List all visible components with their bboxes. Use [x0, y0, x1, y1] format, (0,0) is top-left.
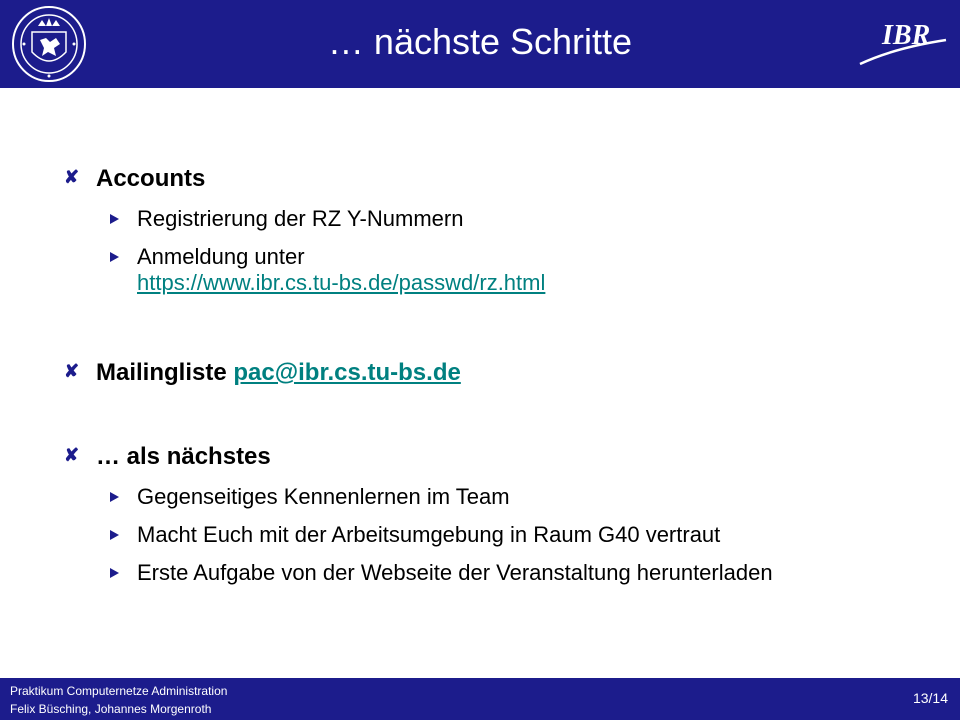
- footer-course: Praktikum Computernetze Administration: [10, 684, 228, 698]
- x-bullet-icon: ✘: [64, 361, 80, 381]
- section-accounts: [60, 164, 545, 296]
- footer-bar: [0, 678, 960, 720]
- triangle-bullet-icon: [110, 492, 119, 502]
- mailinglist-link[interactable]: pac@ibr.cs.tu-bs.de: [233, 359, 461, 386]
- ibr-logo-text: IBR: [882, 20, 931, 51]
- list-item-text: Anmeldung unter: [137, 244, 305, 269]
- section-heading: [60, 164, 545, 194]
- section-heading-text: Mailingliste: [96, 359, 227, 386]
- ibr-logo-icon: [854, 14, 950, 70]
- slide-content: [0, 88, 960, 678]
- section-heading-text: … als nächstes: [96, 443, 271, 470]
- list-item: [60, 484, 773, 510]
- list-item-text: Gegenseitiges Kennenlernen im Team: [137, 484, 510, 509]
- passwd-link[interactable]: https://www.ibr.cs.tu-bs.de/passwd/rz.html: [137, 270, 546, 295]
- sub-list: [60, 206, 545, 296]
- section-als-naechstes: [60, 442, 773, 586]
- header-bar: [0, 0, 960, 88]
- list-item-text: Macht Euch mit der Arbeitsumgebung in Raum G40 vertraut: [137, 522, 721, 547]
- section-mailingliste: [60, 358, 461, 388]
- sub-list: [60, 484, 773, 586]
- section-heading: [60, 358, 461, 388]
- list-item: [60, 560, 773, 586]
- footer-authors: Felix Büsching, Johannes Morgenroth: [10, 702, 212, 716]
- list-item-text: Erste Aufgabe von der Webseite der Veranstaltung herunterladen: [137, 560, 773, 585]
- section-heading-text: Accounts: [96, 165, 206, 192]
- triangle-bullet-icon: [110, 214, 119, 224]
- slide-title: … nächste Schritte: [327, 21, 633, 62]
- section-heading: [60, 442, 773, 472]
- x-bullet-icon: ✘: [64, 167, 80, 187]
- page-number: 13/14: [912, 690, 948, 706]
- x-bullet-icon: ✘: [64, 445, 80, 465]
- triangle-bullet-icon: [110, 568, 119, 578]
- list-item: [60, 522, 773, 548]
- triangle-bullet-icon: [110, 530, 119, 540]
- list-item-text: Registrierung der RZ Y-Nummern: [137, 206, 464, 231]
- list-item: [60, 206, 545, 232]
- list-item: [60, 244, 545, 296]
- triangle-bullet-icon: [110, 252, 119, 262]
